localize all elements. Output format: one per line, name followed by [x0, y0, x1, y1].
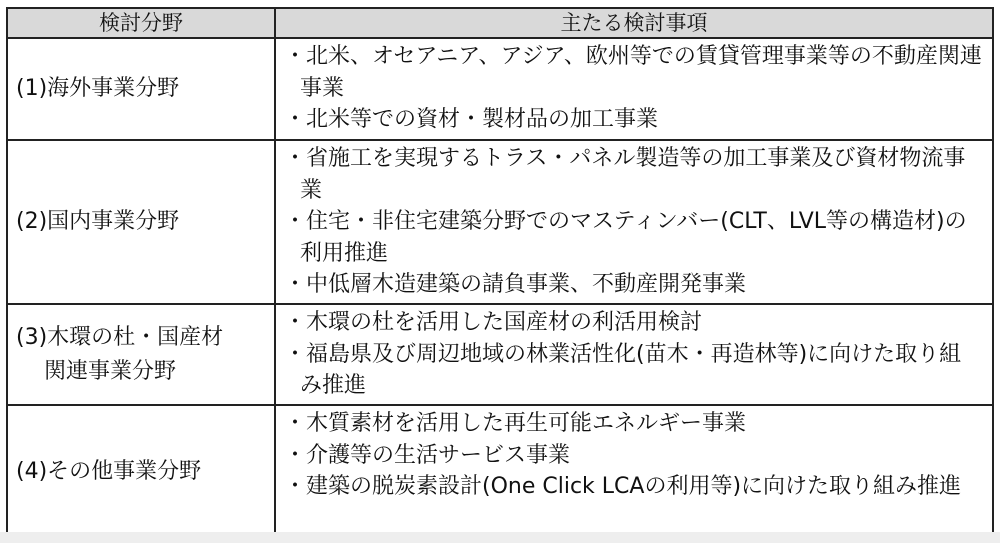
header-field: 検討分野	[7, 8, 275, 38]
field-label: (4)その他事業分野	[16, 458, 202, 484]
list-item: ・介護等の生活サービス事業	[284, 442, 571, 468]
table-container	[6, 7, 992, 539]
field-label: (2)国内事業分野	[16, 209, 180, 234]
items-cell	[275, 140, 993, 304]
list-item: ・北米等での資材・製材品の加工事業	[284, 107, 659, 132]
list-item: ・北米、オセアニア、アジア、欧州等での賃貸管理事業等の不動産関連事業	[284, 44, 982, 101]
bottom-band	[0, 532, 1000, 543]
items-cell	[275, 304, 993, 405]
field-label-line2: 関連事業分野	[44, 358, 177, 384]
field-label: (3)木環の杜・国産材	[16, 324, 224, 350]
list-item: ・住宅・非住宅建築分野でのマスティンバー(CLT、LVL等の構造材)の利用推進	[284, 209, 967, 266]
items-cell	[275, 405, 993, 538]
field-label: (1)海外事業分野	[16, 76, 180, 101]
list-item: ・建築の脱炭素設計(One Click LCAの利用等)に向けた取り組み推進	[284, 474, 962, 499]
field-cell	[7, 38, 275, 140]
study-fields-table	[6, 7, 994, 539]
table-row	[7, 304, 993, 405]
field-cell	[7, 140, 275, 304]
list-item: ・中低層木造建築の請負事業、不動産開発事業	[284, 272, 747, 297]
table-row	[7, 140, 993, 304]
table-row	[7, 405, 993, 538]
list-item: ・木環の杜を活用した国産材の利活用検討	[284, 310, 703, 335]
list-item: ・木質素材を活用した再生可能エネルギー事業	[284, 411, 747, 436]
header-items: 主たる検討事項	[275, 8, 993, 38]
list-item: ・福島県及び周辺地域の林業活性化(苗木・再造林等)に向けた取り組み推進	[284, 341, 962, 398]
table-row	[7, 38, 993, 140]
list-item: ・省施工を実現するトラス・パネル製造等の加工事業及び資材物流事業	[284, 146, 966, 203]
items-cell	[275, 38, 993, 140]
table-header-row	[7, 8, 993, 38]
field-cell	[7, 405, 275, 538]
field-cell	[7, 304, 275, 405]
